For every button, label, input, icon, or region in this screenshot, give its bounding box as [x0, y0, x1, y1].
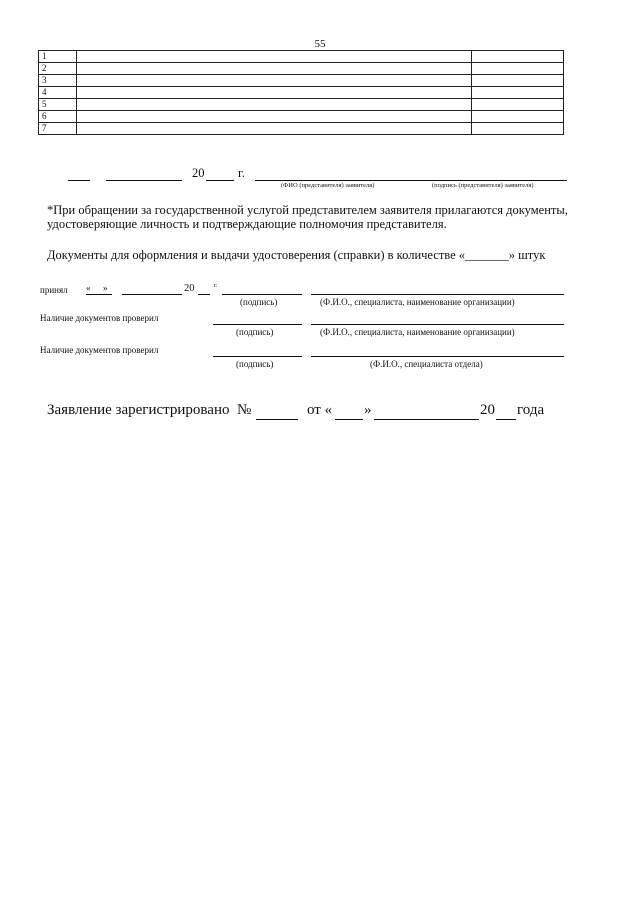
table-cell — [77, 87, 472, 99]
table-row — [39, 111, 564, 123]
accepted-year-prefix: 20 — [184, 283, 195, 294]
number-blank — [256, 419, 298, 420]
table-cell — [77, 123, 472, 135]
quote-open: « — [86, 283, 91, 293]
registered-month-blank — [374, 419, 479, 420]
checked1-specialist-line — [311, 324, 564, 325]
table-row — [39, 63, 564, 75]
signature-caption: (подпись (представителя) заявителя) — [432, 182, 534, 189]
accepted-specialist-line — [311, 294, 564, 295]
table-cell — [77, 111, 472, 123]
from-text: от « — [307, 402, 333, 418]
row-number-cell: 1 — [39, 51, 77, 63]
checked1-signature-caption: (подпись) — [236, 327, 274, 337]
table-row — [39, 99, 564, 111]
table-cell — [472, 75, 564, 87]
table-row — [39, 75, 564, 87]
table-cell — [77, 63, 472, 75]
day-blank — [68, 180, 90, 181]
checked2-specialist-caption: (Ф.И.О., специалиста отдела) — [370, 359, 483, 369]
accepted-specialist-caption: (Ф.И.О., специалиста, наименование организации) — [320, 297, 515, 307]
note-line-2: удостоверяющие личность и подтверждающие полномочия представителя. — [47, 217, 447, 231]
accepted-signature-caption: (подпись) — [240, 297, 278, 307]
table-cell — [472, 51, 564, 63]
row-number-cell: 5 — [39, 99, 77, 111]
table-cell — [472, 63, 564, 75]
year-prefix: 20 — [192, 166, 205, 180]
checked2-signature-caption: (подпись) — [236, 359, 274, 369]
table-row — [39, 87, 564, 99]
quote-close: » — [103, 283, 108, 293]
table-row — [39, 51, 564, 63]
checked2-signature-line — [213, 356, 302, 357]
row-number-cell: 4 — [39, 87, 77, 99]
month-blank — [106, 180, 182, 181]
accepted-label: принял — [40, 285, 68, 295]
accepted-signature-line — [222, 294, 302, 295]
row-number-cell: 6 — [39, 111, 77, 123]
registered-year-blank — [496, 419, 516, 420]
registered-year-prefix: 20 — [480, 402, 495, 418]
checked1-specialist-caption: (Ф.И.О., специалиста, наименование организации) — [320, 327, 515, 337]
year-word: года — [517, 402, 545, 418]
table-cell — [472, 111, 564, 123]
accepted-day-blank — [86, 294, 112, 295]
table-cell — [77, 75, 472, 87]
number-sign: № — [237, 402, 252, 418]
applicant-line — [255, 180, 567, 181]
row-number-cell: 7 — [39, 123, 77, 135]
fio-caption: (ФИО (представителя) заявителя) — [281, 182, 375, 189]
checked2-label: Наличие документов проверил — [40, 345, 159, 355]
checked1-signature-line — [213, 324, 302, 325]
table-cell — [472, 87, 564, 99]
row-number-cell: 3 — [39, 75, 77, 87]
table-cell — [77, 99, 472, 111]
note-line-1: *При обращении за государственной услугой представителем заявителя прилагаются документы, — [47, 203, 568, 217]
accepted-year-suffix: г. — [214, 282, 218, 289]
page-number: 55 — [314, 38, 326, 50]
registered-quote-close: » — [364, 402, 372, 418]
accepted-month-blank — [122, 294, 182, 295]
accepted-year-blank — [198, 294, 210, 295]
checked2-specialist-line — [311, 356, 564, 357]
registered-day-blank — [335, 419, 363, 420]
data-table — [38, 50, 564, 135]
row-number-cell: 2 — [39, 63, 77, 75]
year-suffix: г. — [238, 166, 245, 180]
table-cell — [77, 51, 472, 63]
year-blank — [206, 180, 234, 181]
table-cell — [472, 123, 564, 135]
table-cell — [472, 99, 564, 111]
documents-text: Документы для оформления и выдачи удостоверения (справки) в количестве «_______» штук — [47, 248, 546, 262]
checked1-label: Наличие документов проверил — [40, 313, 159, 323]
table-row — [39, 123, 564, 135]
registered-label: Заявление зарегистрировано — [47, 402, 230, 418]
